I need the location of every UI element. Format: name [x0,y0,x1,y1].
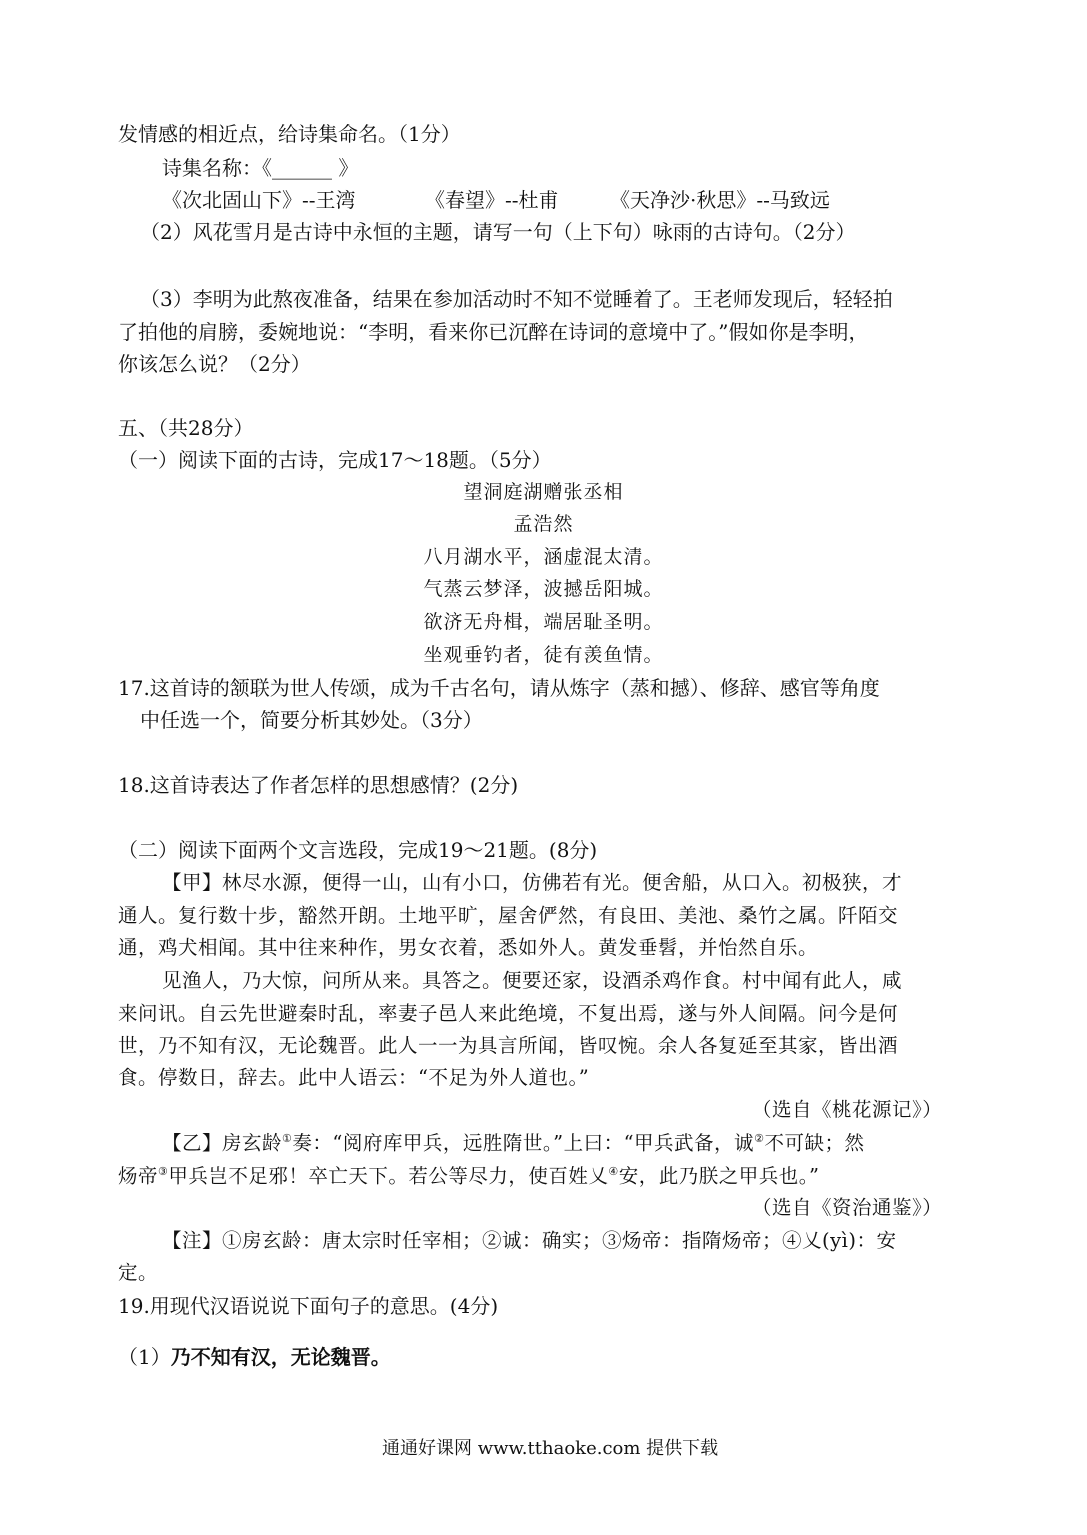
poem-line: 八月湖水平，涵虚混太清。 [423,546,664,568]
passage-yi-text: 【乙】房玄龄 [162,1131,283,1155]
question-3-line: （3）李明为此熬夜准备，结果在参加活动时不知不觉睡着了。王老师发现后，轻轻拍 [140,287,893,311]
notes-line: 【注】①房玄龄：唐太宗时任宰相；②诚：确实；③炀帝：指隋炀帝；④乂(yì)：安 [162,1229,897,1252]
passage-yi-text: 奏：“阅府库甲兵，远胜隋世。”上曰：“甲兵武备，诚 [292,1131,755,1155]
passage-yi-line [118,1166,820,1186]
question-19-1-text: 乃不知有汉，无论魏晋。 [170,1345,391,1369]
passage-jia-line: 见渔人，乃大惊，问所从来。具答之。便要还家，设酒杀鸡作食。村中闻有此人，咸 [162,969,903,992]
passage-jia-source: （选自《桃花源记》） [752,1098,943,1121]
question-2: （2）风花雪月是古诗中永恒的主题，请写一句（上下句）咏雨的古诗句。（2分） [140,220,856,244]
question-19-1 [118,1347,391,1367]
poem-line: 气蒸云梦泽，波撼岳阳城。 [423,578,664,600]
passage-jia-line: 来问讯。自云先世避秦时乱，率妻子邑人来此绝境，不复出焉，遂与外人间隔。问今是何 [118,1002,899,1025]
passage-yi-text: 甲兵岂不足邪！卒亡天下。若公等尽力，使百姓乂 [168,1164,609,1188]
poem-line: 欲济无舟楫，端居耻圣明。 [423,611,664,633]
poem-ref-1: 《次北固山下》--王湾 [162,188,356,212]
poem-line: 坐观垂钓者，徒有羡鱼情。 [423,644,664,666]
poem-author: 孟浩然 [513,513,574,535]
poem-title: 望洞庭湖赠张丞相 [463,481,624,503]
question-19: 19.用现代汉语说说下面句子的意思。(4分) [118,1294,499,1318]
footnote-marker: ③ [158,1165,169,1178]
footnote-marker: ④ [608,1165,619,1178]
passage-yi-source: （选自《资治通鉴》） [752,1196,943,1219]
question-3-line: 了拍他的肩膀，委婉地说：“李明，看来你已沉醉在诗词的意境中了。”假如你是李明， [118,320,869,344]
poem-ref-3: 《天净沙·秋思》--马致远 [610,188,830,212]
passage-jia-line: 通，鸡犬相闻。其中往来种作，男女衣着，悉如外人。黄发垂髫，并怡然自乐。 [118,936,819,959]
passage-yi-text: 炀帝 [118,1164,159,1188]
passage-yi-text: 安，此乃朕之甲兵也。” [618,1164,820,1188]
question-3-line: 你该怎么说？（2分） [118,352,311,376]
question-17-line: 17.这首诗的颔联为世人传颂，成为千古名句，请从炼字（蒸和撼）、修辞、感官等角度 [118,676,880,700]
footnote-marker: ② [754,1132,765,1145]
passage-jia-line: 【甲】林尽水源，便得一山，山有小口，仿佛若有光。便舍船，从口入。初极狭，才 [162,871,903,894]
section-heading: 五、（共28分） [118,416,254,440]
passage-jia-line: 通人。复行数十步，豁然开朗。土地平旷，屋舍俨然，有良田、美池、桑竹之属。阡陌交 [118,904,899,927]
footnote-marker: ① [282,1132,293,1145]
part-1-heading: （一）阅读下面的古诗，完成17～18题。（5分） [118,448,552,472]
intro-line: 发情感的相近点，给诗集命名。（1分） [118,122,461,146]
poem-ref-2: 《春望》--杜甫 [425,188,559,212]
notes-line: 定。 [118,1261,159,1284]
question-19-1-number: （1） [118,1345,171,1369]
passage-yi-line [162,1133,864,1153]
collection-name-blank: 诗集名称：《______ 》 [162,156,359,180]
question-17-line: 中任选一个，简要分析其妙处。（3分） [140,708,483,732]
footer: 通通好课网 www.tthaoke.com 提供下载 [382,1438,719,1459]
passage-yi-text: 不可缺；然 [764,1131,865,1155]
passage-jia-line: 世，乃不知有汉，无论魏晋。此人一一为具言所闻，皆叹惋。余人各复延至其家，皆出酒 [118,1034,899,1057]
question-18: 18.这首诗表达了作者怎样的思想感情？(2分) [118,773,519,797]
part-2-heading: （二）阅读下面两个文言选段，完成19～21题。(8分) [118,838,598,862]
passage-jia-line: 食。停数日，辞去。此中人语云：“不足为外人道也。” [118,1066,590,1089]
